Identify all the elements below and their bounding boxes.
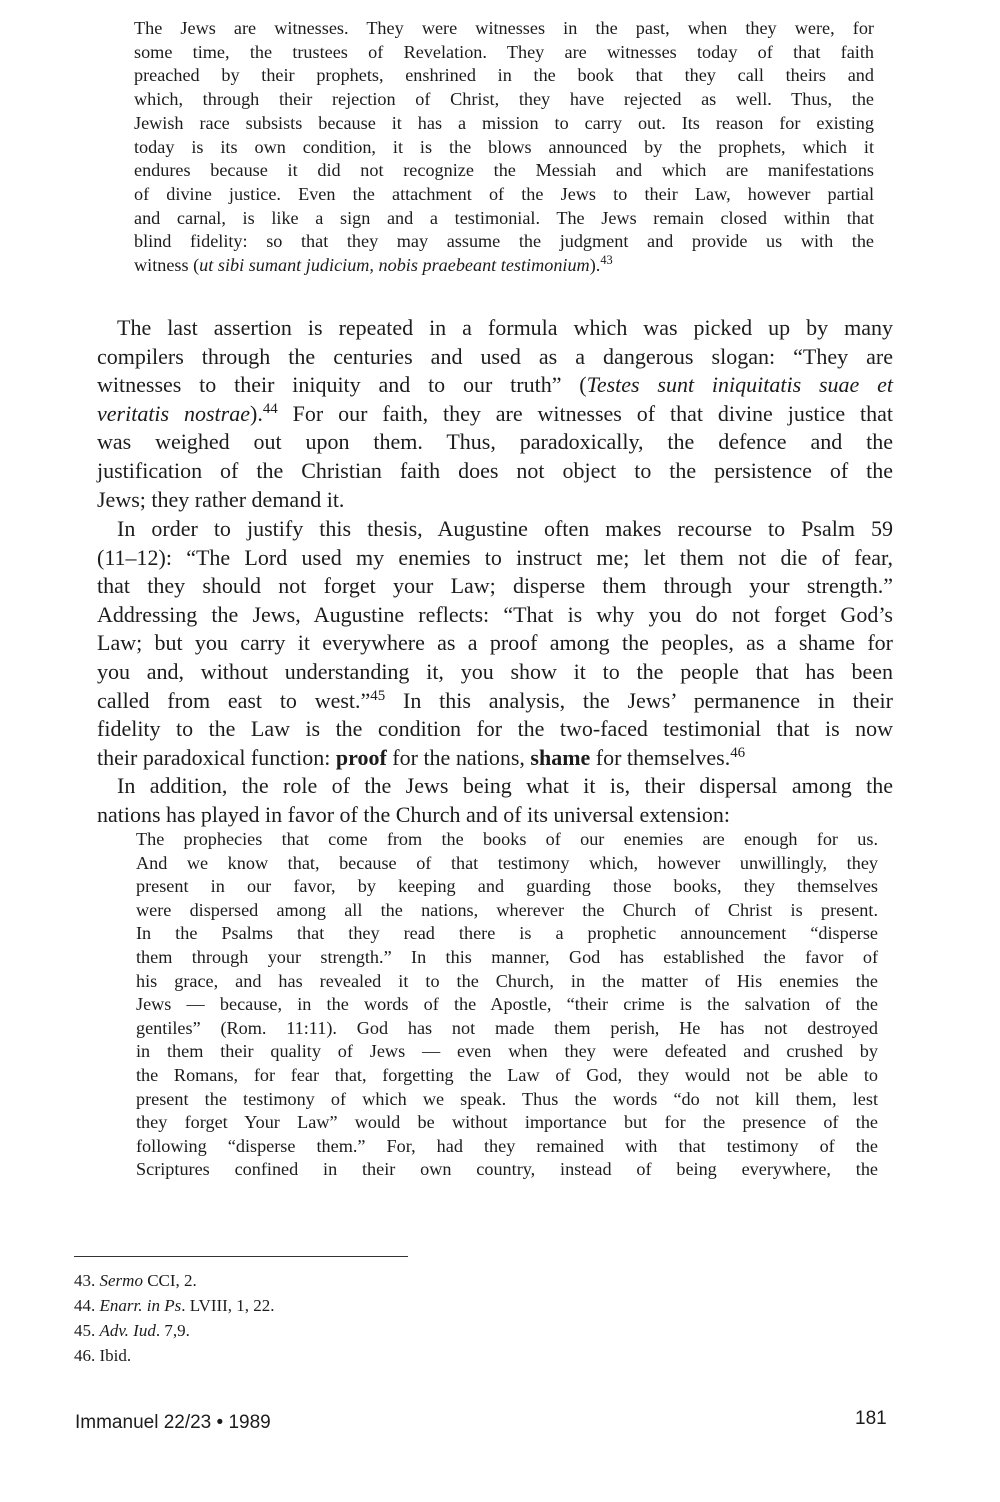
body-line: (11–12): “The Lord used my enemies to instruct me; let them not die of fear, [97,544,893,570]
footnote-title: Adv. Iud [99,1321,156,1340]
block-quote-1 [134,17,874,278]
body-line: you and, without understanding it, you show it to the people that has been [97,658,893,684]
body-line: nations has played in favor of the Church and of its universal extension: [97,801,730,827]
body-line [97,400,893,429]
quote-line: following “disperse them.” For, had they remained with that testimony of the [136,1135,878,1156]
quote-line: present in our favor, by keeping and guarding those books, they themselves [136,876,878,897]
body-line: The last assertion is repeated in a formula which was picked up by many [117,315,893,340]
block-quote-2 [136,828,878,1182]
footnote-ref-45[interactable]: 45 [370,687,386,704]
body-line [97,744,893,773]
quote-line: were dispersed among all the nations, wherever the Church of Christ is present. [136,899,878,920]
body-text: witnesses to their iniquity and to our truth” ( [97,372,587,398]
footnote-46 [74,1343,275,1368]
quote-line: some time, the trustees of Revelation. They are witnesses today of that faith [134,41,874,62]
quote-line: preached by their prophets, enshrined in the book that they call theirs and [134,65,874,86]
quote-line: of divine justice. Even the attachment of the Jews to their Law, however partial [134,183,874,204]
body-text: For our faith, they are witnesses of that divine justice that [277,400,894,426]
quote-line: they forget Your Law” would be without importance but for the presence of the [136,1112,878,1133]
quote-line: the Romans, for fear that, forgetting the Law of God, they would not be able to [136,1064,878,1085]
quote-line: present the testimony of which we speak. Thus the words “do not kill them, lest [136,1088,878,1109]
latin-phrase: veritatis nostrae [97,400,250,426]
quote-line: The Jews are witnesses. They were witnesses in the past, when they were, for [134,18,874,38]
bold-term-proof: proof [335,744,387,770]
body-text: for the nations, [386,744,531,770]
quote-line: in them their quality of Jews — even when they were defeated and crushed by [136,1041,878,1062]
body-text: called from east to west.” [97,687,371,713]
quote-line: them through your strength.” In this manner, God has established the favor of [136,946,878,967]
bold-term-shame: shame [530,744,591,770]
footnote-ref-43[interactable]: 43 [600,253,613,268]
body-text: for themselves. [590,744,731,770]
paragraph-3 [97,772,893,829]
body-line: compilers through the centuries and used as a dangerous slogan: “They are [97,343,893,369]
body-text: their paradoxical function: [97,744,336,770]
body-line: Jews; they rather demand it. [97,486,345,512]
footnote-44 [74,1293,275,1318]
footnote-text: . 7,9. [155,1321,190,1340]
body-text: In this analysis, the Jews’ permanence in their [385,687,893,713]
latin-phrase: Testes sunt iniquitatis suae et [586,372,893,398]
quote-text: ). [589,255,601,276]
quote-line: endures because it did not recognize the Messiah and which are manifestations [134,160,874,181]
footnote-rule [74,1256,408,1257]
body-line: that they should not forget your Law; disperse them through your strength.” [97,573,893,599]
footnote-ref-44[interactable]: 44 [262,400,278,417]
quote-line: Scriptures confined in their own country, instead of being everywhere, the [136,1159,878,1180]
page-number: 181 [855,1408,887,1429]
quote-line: The prophecies that come from the books of our enemies are enough for us. [136,829,878,849]
body-line [97,687,893,716]
quote-line: In the Psalms that they read there is a prophetic announcement “disperse [136,923,878,944]
footnote-ref-46[interactable]: 46 [730,744,746,761]
footnote-number: 45. [74,1321,100,1340]
footnote-number: 44. [74,1296,100,1315]
footnote-title: Enarr. in Ps [99,1296,182,1315]
body-line [97,371,893,400]
journal-footer: Immanuel 22/23 • 1989 [75,1412,271,1433]
footnote-number: 43. [74,1271,100,1290]
quote-line: Jewish race subsists because it has a mission to carry out. Its reason for existing [134,112,874,133]
quote-line: his grace, and has revealed it to the Church, in the matter of His enemies the [136,970,878,991]
quote-line [134,254,874,278]
quote-line: gentiles” (Rom. 11:11). God has not made them perish, He has not destroyed [136,1017,878,1038]
footnotes [74,1268,275,1368]
footnote-text: Ibid. [99,1346,132,1365]
quote-line: and carnal, is like a sign and a testimonial. The Jews remain closed within that [134,207,874,228]
footnote-45 [74,1318,275,1343]
body-line: Addressing the Jews, Augustine reflects: “That is why you do not forget God’s [97,601,893,627]
body-text: ). [250,400,263,426]
quote-line: Jews — because, in the words of the Apostle, “their crime is the salvation of the [136,994,878,1015]
paragraph-1 [97,314,893,514]
paragraph-2 [97,515,893,772]
footnote-43 [74,1268,275,1293]
footnote-number: 46. [74,1346,100,1365]
body-line: fidelity to the Law is the condition for the two-faced testimonial that is now [97,716,893,742]
quote-line: And we know that, because of that testimony which, however unwillingly, they [136,852,878,873]
quote-line: today is its own condition, it is the blows announced by the prophets, which it [134,136,874,157]
body-line: In order to justify this thesis, Augustine often makes recourse to Psalm 59 [117,516,893,541]
body-line: justification of the Christian faith does not object to the persistence of the [97,457,893,483]
body-line: In addition, the role of the Jews being what it is, their dispersal among the [117,773,893,798]
body-line: Law; but you carry it everywhere as a proof among the peoples, as a shame for [97,630,893,656]
latin-phrase: ut sibi sumant judicium, nobis praebeant testimonium [199,255,590,276]
quote-line: blind fidelity: so that they may assume the judgment and provide us with the [134,231,874,252]
quote-line: which, through their rejection of Christ, they have rejected as well. Thus, the [134,89,874,110]
footnote-title: Sermo [99,1271,143,1290]
body-line: was weighed out upon them. Thus, paradoxically, the defence and the [97,429,893,455]
quote-text: witness ( [134,255,200,276]
footnote-text: . LVIII, 1, 22. [181,1296,275,1315]
footnote-text: CCI, 2. [142,1271,197,1290]
